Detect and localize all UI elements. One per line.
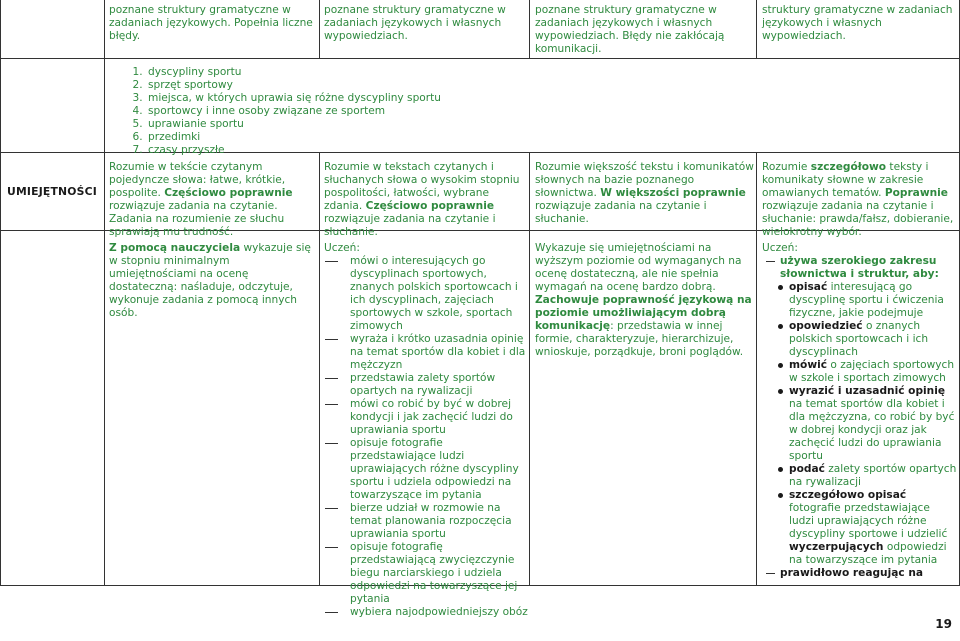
speaking-last-list xyxy=(762,567,958,580)
list-item: mówi co robić by być w dobrej kondycji i jak zachęcić ludzi do uprawiania sportu xyxy=(324,398,528,437)
speaking-highlight: Zachowuje poprawność językową na poziomie umożliwiającym dobrą komunikację xyxy=(535,294,752,332)
list-item: używa szerokiego zakresu słownictwa i struktur, aby: xyxy=(762,255,958,281)
list-item: wybiera najodpowiedniejszy obóz xyxy=(324,606,528,619)
list-item xyxy=(762,385,958,463)
speaking-cell-2 xyxy=(324,242,528,619)
reading-highlight: Poprawnie xyxy=(884,187,948,199)
grade-cell-top-2 xyxy=(324,4,524,43)
item-text: interesującą go dyscyplinę sportu i ćwiczenia fizyczne, jakie podejmuje xyxy=(789,281,944,319)
reading-cell-3 xyxy=(535,161,755,226)
list-item xyxy=(762,463,958,489)
reading-cell-4 xyxy=(762,161,956,239)
speaking-list xyxy=(324,255,528,619)
reading-after: rozwiązuje zadania na czytanie i słuchanie: prawda/fałsz, dobieranie, wielokrotny wybór. xyxy=(762,200,954,238)
list-item xyxy=(762,281,958,320)
reading-text xyxy=(109,161,317,239)
topic-item: 7. czasy przyszłe xyxy=(146,144,704,157)
reading-pre: Rozumie xyxy=(762,161,811,173)
list-item: mówi o interesujących go dyscyplinach sportowych, znanych polskich sportowcach i ich dyscyplinach, zajęciach sportowych w szkole, sportach zimowych xyxy=(324,255,528,333)
reading-text xyxy=(762,161,956,239)
item-highlight: szczegółowo opisać xyxy=(789,489,907,501)
reading-mid: teksty i komunikaty słowne w zakresie omawianych tematów. xyxy=(762,161,929,199)
list-item xyxy=(762,489,958,567)
speaking-cell-3 xyxy=(535,242,755,359)
list-item: prawidłowo reagując na xyxy=(762,567,958,580)
speaking-dot-list xyxy=(762,281,958,567)
page-number: 19 xyxy=(935,617,952,631)
reading-text xyxy=(535,161,755,226)
speaking-after: wykazuje się w stopniu minimalnym umiejętnościami na ocenę dostateczną: naśladuje, odczytuje, wykonuje zadania z pomocą innych osób. xyxy=(109,242,311,319)
grade-text: poznane struktury gramatyczne w zadaniach językowych i własnych wypowiedziach. xyxy=(324,4,506,42)
item-text: zalety sportów opartych na rywalizacji xyxy=(789,463,957,488)
item-text: o zajęciach sportowych w szkole i sportach zimowych xyxy=(789,359,955,384)
reading-text xyxy=(324,161,528,239)
list-item xyxy=(762,320,958,359)
reading-highlight: Częściowo poprawnie xyxy=(164,187,293,199)
table-border xyxy=(529,0,530,58)
item-highlight: wyczerpujących xyxy=(789,541,884,553)
table-border xyxy=(529,152,530,586)
topic-item: 6. przedimki xyxy=(146,131,704,144)
list-item: bierze udział w rozmowie na temat planowania rozpoczęcia uprawiania sportu xyxy=(324,502,528,541)
table-border xyxy=(756,0,757,58)
list-item xyxy=(762,359,958,385)
table-border xyxy=(319,152,320,586)
speaking-intro: Wykazuje się umiejętnościami na wyższym poziomie od wymaganych na ocenę dostateczną, ale nie spełnia wymagań na ocenę bardzo dobrą. xyxy=(535,242,742,293)
reading-cell-2 xyxy=(324,161,528,239)
reading-after: rozwiązuje zadania na czytanie i słuchanie. xyxy=(535,200,707,225)
speaking-lead-list xyxy=(762,255,958,281)
speaking-heading: Uczeń: xyxy=(762,242,798,254)
list-item: wyraża i krótko uzasadnia opinię na temat sportów dla kobiet i dla mężczyzn xyxy=(324,333,528,372)
table-border xyxy=(0,0,1,586)
item-highlight: opisać xyxy=(789,281,828,293)
grade-cell-top-1 xyxy=(109,4,315,43)
item-text: o znanych polskich sportowcach i ich dyscyplinach xyxy=(789,320,929,358)
list-item: opisuje fotografię przedstawiającą zwycięzczynie biegu narciarskiego i udziela odpowiedzi na towarzyszące jej pytania xyxy=(324,541,528,606)
topics-list-cell xyxy=(104,66,704,157)
grade-cell-top-4 xyxy=(762,4,955,43)
speaking-text xyxy=(109,242,317,320)
item-highlight: mówić xyxy=(789,359,828,371)
table-border xyxy=(0,58,960,59)
table-border xyxy=(756,152,757,586)
item-highlight: wyrazić i uzasadnić opinię xyxy=(789,385,946,397)
speaking-highlight: Z pomocą nauczyciela xyxy=(109,242,241,254)
grade-text: struktury gramatyczne w zadaniach językowych i własnych wypowiedziach. xyxy=(762,4,953,42)
reading-cell-1 xyxy=(109,161,317,239)
reading-after: rozwiązuje zadania na czytanie. Zadania na rozumienie ze słuchu sprawiają mu trudność. xyxy=(109,200,285,238)
reading-highlight: W większości poprawnie xyxy=(600,187,746,199)
grade-text: poznane struktury gramatyczne w zadaniach językowych. Popełnia liczne błędy. xyxy=(109,4,313,42)
reading-highlight: szczegółowo xyxy=(810,161,887,173)
speaking-text xyxy=(535,242,755,359)
item-text: fotografie przedstawiające ludzi uprawiających różne dyscypliny sportowe i udzielić xyxy=(789,502,948,540)
item-highlight: podać xyxy=(789,463,825,475)
speaking-cell-1 xyxy=(109,242,317,320)
reading-highlight: Częściowo poprawnie xyxy=(365,200,495,212)
item-text: na temat sportów dla kobiet i dla mężczyzna, co robić by być w dobrej kondycji oraz jak zachęcić ludzi do uprawiania sportu xyxy=(789,398,955,462)
speaking-after: : przedstawia w innej formie, charakteryzuje, hierarchizuje, wnioskuje, porządkuje, broni poglądów. xyxy=(535,320,744,358)
speaking-cell-4 xyxy=(762,242,958,580)
item-highlight: opowiedzieć xyxy=(789,320,863,332)
list-item: przedstawia zalety sportów opartych na rywalizacji xyxy=(324,372,528,398)
grade-cell-top-3 xyxy=(535,4,753,56)
reading-intro: Rozumie w tekstach czytanych i słuchanych słowa o wysokim stopniu pospolitości, łatwości, wybrane zdania. xyxy=(324,161,520,212)
item-text: odpowiedzi na towarzyszące im pytania xyxy=(789,541,947,566)
topic-item: 2. sprzęt sportowy xyxy=(146,79,704,92)
topic-item: 3. miejsca, w których uprawia się różne dyscypliny sportu xyxy=(146,92,704,105)
reading-intro: Rozumie w tekście czytanym pojedyncze słowa: łatwe, krótkie, pospolite. xyxy=(109,161,286,199)
topic-item: 1. dyscypliny sportu xyxy=(146,66,704,79)
topic-item: 4. sportowcy i inne osoby związane ze sportem xyxy=(146,105,704,118)
topic-item: 5. uprawianie sportu xyxy=(146,118,704,131)
table-border xyxy=(319,0,320,58)
topics-list xyxy=(104,66,704,157)
grade-text: poznane struktury gramatyczne w zadaniach językowych i własnych wypowiedziach. Błędy nie zakłócają komunikacji. xyxy=(535,4,725,55)
reading-after: rozwiązuje zadania na czytanie i słuchanie. xyxy=(324,213,496,238)
section-label: UMIEJĘTNOŚCI xyxy=(7,184,97,198)
reading-intro: Rozumie większość tekstu i komunikatów słownych na bazie poznanego słownictwa. xyxy=(535,161,754,199)
speaking-heading: Uczeń: xyxy=(324,242,360,254)
list-item: opisuje fotografie przedstawiające ludzi uprawiających różne dyscypliny sportu i udziela odpowiedzi na towarzyszące im pytania xyxy=(324,437,528,502)
